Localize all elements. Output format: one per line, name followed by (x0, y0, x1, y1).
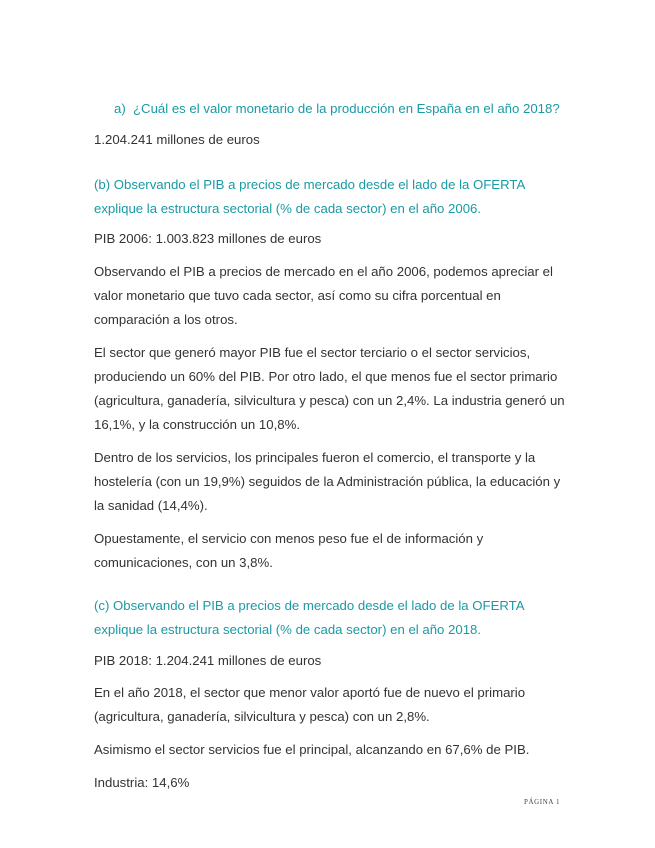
paragraph-b1-line-2: valor monetario que tuvo cada sector, así como su cifra porcentual en (94, 288, 501, 303)
paragraph-b4-line-1: Opuestamente, el servicio con menos peso fue el de información y (94, 531, 484, 546)
paragraph-b3-line-3: la sanidad (14,4%). (94, 498, 208, 513)
question-c-line-2: explique la estructura sectorial (% de cada sector) en el año 2018. (94, 622, 482, 637)
question-a-marker: a) (114, 101, 126, 116)
pib-2006: PIB 2006: 1.003.823 millones de euros (94, 231, 322, 246)
paragraph-b3-line-1: Dentro de los servicios, los principales fueron el comercio, el transporte y la (94, 450, 536, 465)
paragraph-b2-line-2: produciendo un 60% del PIB. Por otro lado, el que menos fue el sector primario (94, 369, 558, 384)
paragraph-b2-line-3: (agricultura, ganadería, silvicultura y pesca) con un 2,4%. La industria generó un (94, 393, 565, 408)
paragraph-b4-line-2: comunicaciones, con un 3,8%. (94, 555, 273, 570)
paragraph-c1-line-2: (agricultura, ganadería, silvicultura y pesca) con un 2,8%. (94, 709, 430, 724)
paragraph-c2-line-1: Asimismo el sector servicios fue el principal, alcanzando en 67,6% de PIB. (94, 742, 530, 757)
pib-2018: PIB 2018: 1.204.241 millones de euros (94, 653, 322, 668)
question-a (114, 101, 560, 117)
question-c-line-1: (c) Observando el PIB a precios de mercado desde el lado de la OFERTA (94, 598, 525, 613)
answer-a: 1.204.241 millones de euros (94, 132, 260, 147)
paragraph-b1-line-1: Observando el PIB a precios de mercado en el año 2006, podemos apreciar el (94, 264, 553, 279)
paragraph-b1-line-3: comparación a los otros. (94, 312, 238, 327)
paragraph-c3-line-1: Industria: 14,6% (94, 775, 190, 790)
question-b-line-1: (b) Observando el PIB a precios de mercado desde el lado de la OFERTA (94, 177, 526, 192)
page-number: PÁGINA 1 (524, 798, 561, 806)
question-a-text: ¿Cuál es el valor monetario de la producción en España en el año 2018? (133, 101, 560, 116)
paragraph-b3-line-2: hostelería (con un 19,9%) seguidos de la Administración pública, la educación y (94, 474, 561, 489)
question-b-line-2: explique la estructura sectorial (% de cada sector) en el año 2006. (94, 201, 482, 216)
paragraph-b2-line-4: 16,1%, y la construcción un 10,8%. (94, 417, 300, 432)
paragraph-b2-line-1: El sector que generó mayor PIB fue el sector terciario o el sector servicios, (94, 345, 531, 360)
paragraph-c1-line-1: En el año 2018, el sector que menor valor aportó fue de nuevo el primario (94, 685, 526, 700)
